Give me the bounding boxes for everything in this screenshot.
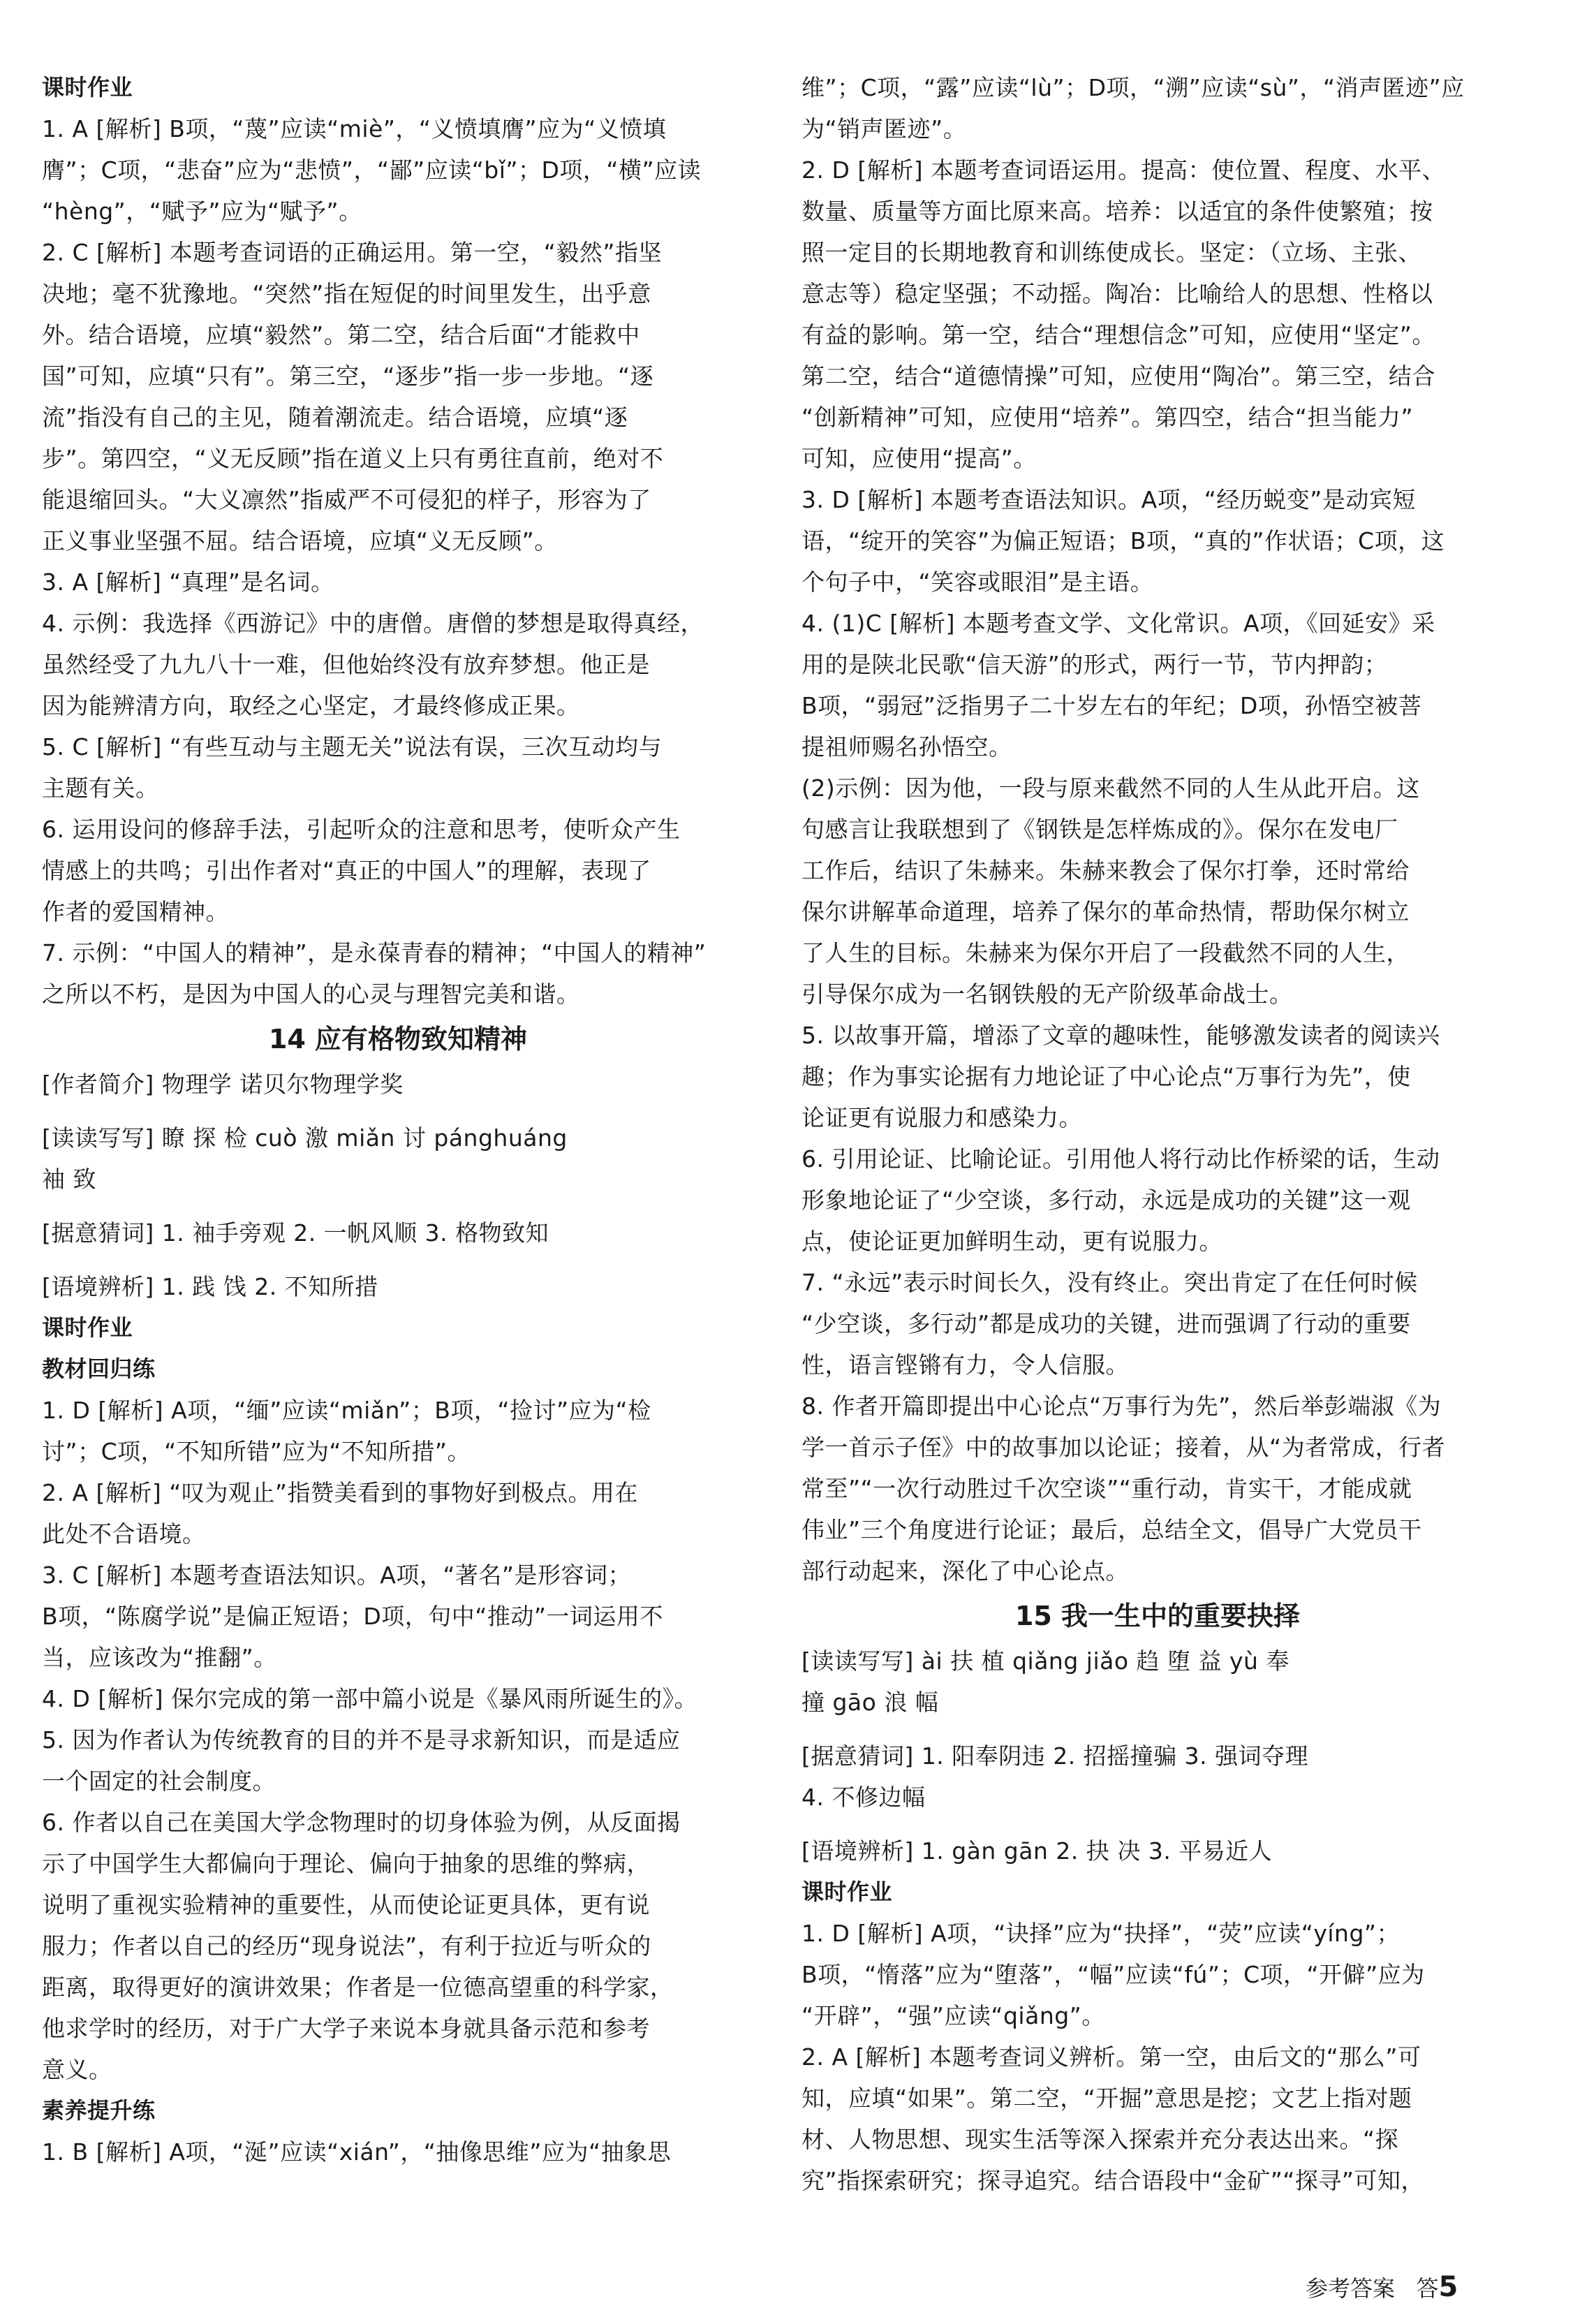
text-line: [作者简介] 物理学 诺贝尔物理学奖 xyxy=(42,1071,404,1098)
text-line: 第二空，结合“道德情操”可知，应使用“陶冶”。第三空，结合 xyxy=(801,362,1435,390)
text-line: 知，应填“如果”。第二空，“开掘”意思是挖；文艺上指对题 xyxy=(801,2085,1412,2112)
text-line: 究”指探索研究；探寻追究。结合语段中“金矿”“探寻”可知， xyxy=(801,2167,1424,2194)
text-line: [读读写写] 瞭 探 检 cuò 激 miǎn 讨 pánghuáng xyxy=(42,1124,568,1152)
text-line: 4. 示例：我选择《西游记》中的唐僧。唐僧的梦想是取得真经， xyxy=(42,610,704,637)
text-line: 趣；作为事实论据有力地论证了中心论点“万事行为先”，使 xyxy=(801,1063,1411,1090)
text-line: 2. D [解析] 本题考查词语运用。提高：使位置、程度、水平、 xyxy=(801,156,1446,184)
text-line: 当，应该改为“推翻”。 xyxy=(42,1644,277,1671)
text-line: 可知，应使用“提高”。 xyxy=(801,445,1037,472)
section-heading: 课时作业 xyxy=(42,74,133,101)
text-line: 1. A [解析] B项，“蔑”应读“miè”，“义愤填膺”应为“义愤填 xyxy=(42,115,667,142)
text-line: 1. D [解析] A项，“缅”应读“miǎn”；B项，“捡讨”应为“检 xyxy=(42,1397,651,1424)
text-line: 作者的爱国精神。 xyxy=(42,898,229,925)
text-line: 5. 因为作者认为传统教育的目的并不是寻求新知识，而是适应 xyxy=(42,1726,681,1754)
text-line: 论证更有说服力和感染力。 xyxy=(801,1104,1082,1131)
spacer xyxy=(42,1254,754,1266)
text-line: 1. D [解析] A项，“诀择”应为“抉择”，“荧”应读“yíng”； xyxy=(801,1920,1401,1947)
text-line: 国”可知，应填“只有”。第三空，“逐步”指一步一步地。“逐 xyxy=(42,362,654,390)
right-column xyxy=(801,67,1514,2201)
text-line: [语境辨析] 1. gàn gān 2. 抉 决 3. 平易近人 xyxy=(801,1837,1273,1865)
text-line: 工作后，结识了朱赫来。朱赫来教会了保尔打拳，还时常给 xyxy=(801,857,1410,884)
text-line: 用的是陕北民歌“信天游”的形式，两行一节，节内押韵； xyxy=(801,651,1388,678)
text-line: 句感言让我联想到了《钢铁是怎样炼成的》。保尔在发电厂 xyxy=(801,816,1398,843)
page-number: 5 xyxy=(1438,2271,1458,2303)
text-line: 性，语言铿锵有力，令人信服。 xyxy=(801,1351,1129,1379)
text-line: [读读写写] ài 扶 植 qiǎng jiǎo 趋 堕 益 yù 奉 xyxy=(801,1647,1290,1675)
text-line: 1. B [解析] A项，“涎”应读“xián”，“抽像思维”应为“抽象思 xyxy=(42,2138,672,2166)
text-line: 学一首示子侄》中的故事加以论证；接着，从“为者常成，行者 xyxy=(801,1434,1446,1461)
spacer xyxy=(42,1105,754,1117)
text-line: 正义事业坚强不屈。结合语境，应填“义无反顾”。 xyxy=(42,527,558,554)
text-line: 有益的影响。第一空，结合“理想信念”可知，应使用“坚定”。 xyxy=(801,321,1435,348)
text-line: 伟业”三个角度进行论证；最后，总结全文，倡导广大党员干 xyxy=(801,1516,1422,1543)
text-line: 一个固定的社会制度。 xyxy=(42,1768,276,1795)
section-heading: 素养提升练 xyxy=(42,2097,156,2124)
text-line: 情感上的共鸣；引出作者对“真正的中国人”的理解，表现了 xyxy=(42,857,651,884)
text-line: 6. 作者以自己在美国大学念物理时的切身体验为例，从反面揭 xyxy=(42,1809,681,1836)
text-line: 了人生的目标。朱赫来为保尔开启了一段截然不同的人生， xyxy=(801,939,1410,967)
lesson-title: 14 应有格物致知精神 xyxy=(268,1024,528,1055)
text-line: 说明了重视实验精神的重要性，从而使论证更具体，更有说 xyxy=(42,1891,650,1918)
left-column xyxy=(42,67,754,2173)
text-line: 3. C [解析] 本题考查语法知识。A项，“著名”是形容词； xyxy=(42,1562,632,1589)
footer-answer-mark: 答 xyxy=(1416,2275,1439,2302)
section-heading: 课时作业 xyxy=(801,1879,893,1905)
text-line: [据意猜词] 1. 阳奉阴违 2. 招摇撞骗 3. 强词夺理 xyxy=(801,1742,1309,1770)
text-line: 常至”“一次行动胜过千次空谈”“重行动，肯实干，才能成就 xyxy=(801,1475,1412,1502)
text-line: 意志等）稳定坚强；不动摇。陶冶：比喻给人的思想、性格以 xyxy=(801,280,1433,307)
text-line: 步”。第四空，“义无反顾”指在道义上只有勇往直前，绝对不 xyxy=(42,445,664,472)
text-line: 意义。 xyxy=(42,2056,112,2083)
text-line: 2. A [解析] 本题考查词义辨析。第一空，由后文的“那么”可 xyxy=(801,2043,1421,2071)
text-line: 示了中国学生大都偏向于理论、偏向于抽象的思维的弊病， xyxy=(42,1850,650,1877)
text-line: 提祖师赐名孙悟空。 xyxy=(801,733,1012,760)
text-line: 5. C [解析] “有些互动与主题无关”说法有误，三次互动均与 xyxy=(42,733,662,760)
text-line: 引导保尔成为一名钢铁般的无产阶级革命战士。 xyxy=(801,980,1293,1008)
text-line: 因为能辨清方向，取经之心坚定，才最终修成正果。 xyxy=(42,692,580,719)
text-line: 4. (1)C [解析] 本题考查文学、文化常识。A项，《回延安》采 xyxy=(801,610,1435,637)
text-line: 7. “永远”表示时间长久，没有终止。突出肯定了在任何时候 xyxy=(801,1269,1418,1296)
footer-label: 参考答案 xyxy=(1306,2275,1396,2302)
text-line: 维”；C项，“露”应读“lù”；D项，“溯”应读“sù”，“消声匿迹”应 xyxy=(801,74,1465,101)
text-line: 讨”；C项，“不知所错”应为“不知所措”。 xyxy=(42,1438,471,1465)
text-line: “hèng”，“赋予”应为“赋予”。 xyxy=(42,198,362,225)
section-heading: 课时作业 xyxy=(42,1314,133,1341)
text-line: [语境辨析] 1. 践 饯 2. 不知所措 xyxy=(42,1273,378,1300)
text-line: 距离，取得更好的演讲效果；作者是一位德高望重的科学家， xyxy=(42,1974,674,2001)
text-line: 之所以不朽，是因为中国人的心灵与理智完美和谐。 xyxy=(42,980,580,1008)
text-line: (2)示例：因为他，一段与原来截然不同的人生从此开启。这 xyxy=(801,774,1420,802)
text-line: B项，“陈腐学说”是偏正短语；D项，句中“推动”一词运用不 xyxy=(42,1603,663,1630)
text-line: B项，“弱冠”泛指男子二十岁左右的年纪；D项，孙悟空被菩 xyxy=(801,692,1422,719)
text-line: 3. A [解析] “真理”是名词。 xyxy=(42,568,334,596)
text-line: 4. 不修边幅 xyxy=(801,1784,926,1811)
text-line: 能退缩回头。“大义凛然”指威严不可侵犯的样子，形容为了 xyxy=(42,486,651,513)
text-line: 2. A [解析] “叹为观止”指赞美看到的事物好到极点。用在 xyxy=(42,1479,638,1506)
text-line: 流”指没有自己的主见，随着潮流走。结合语境，应填“逐 xyxy=(42,404,628,431)
text-line: 4. D [解析] 保尔完成的第一部中篇小说是《暴风雨所诞生的》。 xyxy=(42,1685,698,1712)
text-line: 8. 作者开篇即提出中心论点“万事行为先”，然后举彭端淑《为 xyxy=(801,1393,1442,1420)
text-line: 外。结合语境，应填“毅然”。第二空，结合后面“才能救中 xyxy=(42,321,640,348)
text-line: 7. 示例：“中国人的精神”，是永葆青春的精神；“中国人的精神” xyxy=(42,939,707,967)
text-line: 5. 以故事开篇，增添了文章的趣味性，能够激发读者的阅读兴 xyxy=(801,1022,1440,1049)
text-line: 点，使论证更加鲜明生动，更有说服力。 xyxy=(801,1228,1222,1255)
text-line: [据意猜词] 1. 袖手旁观 2. 一帆风顺 3. 格物致知 xyxy=(42,1219,549,1247)
text-line: 撞 gāo 浪 幅 xyxy=(801,1689,939,1716)
text-line: 6. 运用设问的修辞手法，引起听众的注意和思考，使听众产生 xyxy=(42,816,681,843)
section-heading: 教材回归练 xyxy=(42,1355,156,1382)
text-line: 此处不合语境。 xyxy=(42,1520,206,1548)
text-line: 部行动起来，深化了中心论点。 xyxy=(801,1557,1129,1585)
text-line: 2. C [解析] 本题考查词语的正确运用。第一空，“毅然”指坚 xyxy=(42,239,662,266)
spacer xyxy=(801,1723,1514,1735)
text-line: 6. 引用论证、比喻论证。引用他人将行动比作桥梁的话，生动 xyxy=(801,1145,1440,1173)
text-line: 语，“绽开的笑容”为偏正短语；B项，“真的”作状语；C项，这 xyxy=(801,527,1445,554)
text-line: 膺”；C项，“悲奋”应为“悲愤”，“鄙”应读“bǐ”；D项，“横”应读 xyxy=(42,156,702,184)
text-line: 形象地论证了“少空谈，多行动，永远是成功的关键”这一观 xyxy=(801,1186,1411,1214)
spacer xyxy=(801,1818,1514,1830)
text-line: 数量、质量等方面比原来高。培养：以适宜的条件使繁殖；按 xyxy=(801,198,1433,225)
text-line: 3. D [解析] 本题考查语法知识。A项，“经历蜕变”是动宾短 xyxy=(801,486,1416,513)
text-line: 照一定目的长期地教育和训练使成长。坚定：（立场、主张、 xyxy=(801,239,1421,266)
text-line: 个句子中，“笑容或眼泪”是主语。 xyxy=(801,568,1154,596)
text-line: 为“销声匿迹”。 xyxy=(801,115,967,142)
text-line: 他求学时的经历，对于广大学子来说本身就具备示范和参考 xyxy=(42,2015,650,2042)
spacer xyxy=(42,1200,754,1212)
text-line: B项，“惰落”应为“堕落”，“幅”应读“fú”；C项，“开僻”应为 xyxy=(801,1961,1425,1988)
text-line: 决地；毫不犹豫地。“突然”指在短促的时间里发生，出乎意 xyxy=(42,280,651,307)
text-line: “创新精神”可知，应使用“培养”。第四空，结合“担当能力” xyxy=(801,404,1414,431)
text-line: 材、人物思想、现实生活等深入探索并充分表达出来。“探 xyxy=(801,2126,1399,2153)
text-line: “少空谈，多行动”都是成功的关键，进而强调了行动的重要 xyxy=(801,1310,1411,1337)
text-line: 保尔讲解革命道理，培养了保尔的革命热情，帮助保尔树立 xyxy=(801,898,1410,925)
text-line: 虽然经受了九九八十一难，但他始终没有放弃梦想。他正是 xyxy=(42,651,650,678)
text-line: 主题有关。 xyxy=(42,774,159,802)
text-line: 服力；作者以自己的经历“现身说法”，有利于拉近与听众的 xyxy=(42,1932,651,1960)
page-footer xyxy=(1306,2271,1458,2303)
lesson-title: 15 我一生中的重要抉择 xyxy=(1014,1601,1301,1631)
text-line: “开辟”，“强”应读“qiǎng”。 xyxy=(801,2002,1105,2029)
text-line: 袖 致 xyxy=(42,1166,96,1193)
